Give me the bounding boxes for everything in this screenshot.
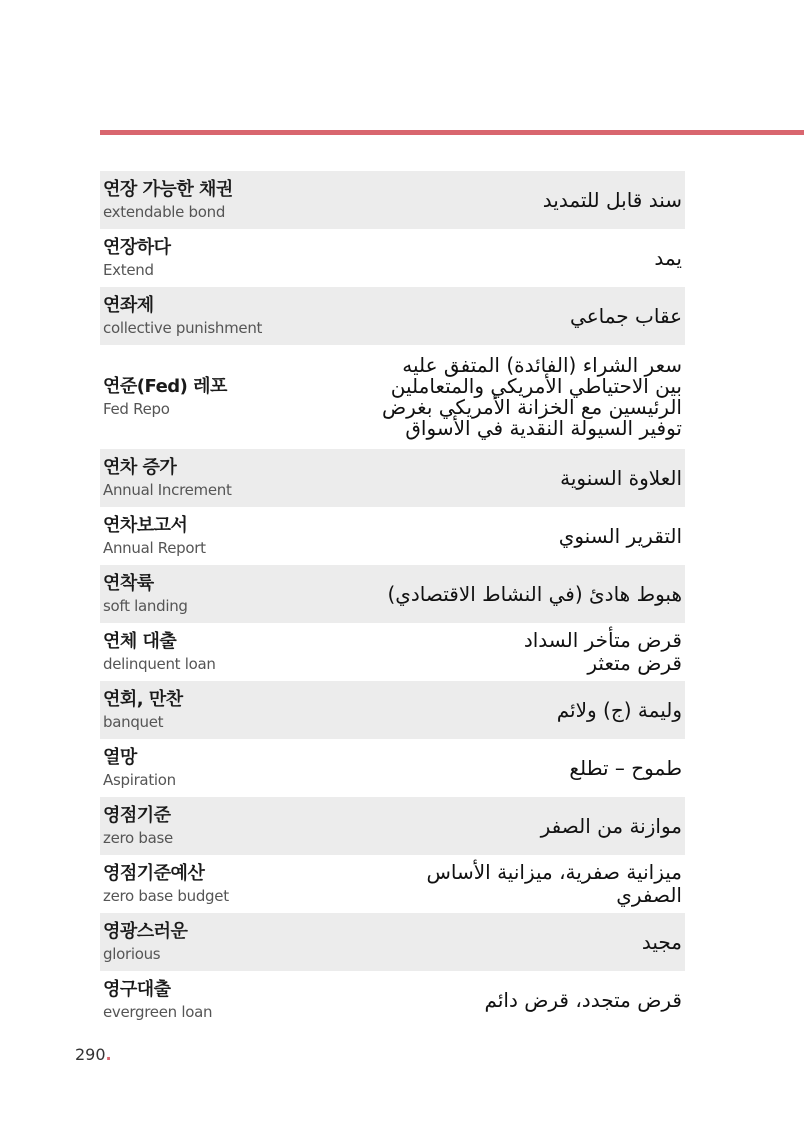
arabic-term: العلاوة السنوية — [560, 465, 682, 490]
term-cell — [103, 630, 216, 674]
glossary-row — [100, 913, 685, 971]
glossary-row — [100, 971, 685, 1029]
term-cell — [103, 862, 229, 906]
arabic-term: يمد — [654, 245, 682, 270]
arabic-term: طموح – تطلع — [569, 755, 682, 780]
glossary-row — [100, 507, 685, 565]
glossary-row — [100, 681, 685, 739]
english-term: banquet — [103, 713, 164, 731]
arabic-term: سند قابل للتمديد — [542, 187, 682, 212]
korean-term: 영점기준 — [103, 805, 171, 826]
korean-term: 영광스러운 — [103, 921, 188, 942]
glossary-row — [100, 287, 685, 345]
term-cell — [103, 514, 206, 558]
glossary-row — [100, 171, 685, 229]
glossary-row — [100, 739, 685, 797]
korean-term: 연착륙 — [103, 573, 154, 594]
term-cell — [103, 688, 183, 732]
arabic-term: عقاب جماعي — [570, 303, 682, 328]
glossary-row — [100, 565, 685, 623]
english-term: evergreen loan — [103, 1003, 213, 1021]
english-term: zero base budget — [103, 887, 229, 905]
english-term: delinquent loan — [103, 655, 216, 673]
arabic-term: قرض متأخر السداد قرض متعثر — [523, 628, 682, 675]
glossary-table — [100, 171, 685, 1029]
glossary-row — [100, 623, 685, 681]
korean-term: 연좌제 — [103, 295, 154, 316]
term-cell — [103, 236, 171, 280]
english-term: Extend — [103, 261, 154, 279]
english-term: glorious — [103, 945, 161, 963]
term-cell — [103, 375, 227, 419]
english-term: collective punishment — [103, 319, 263, 337]
arabic-term: مجيد — [641, 929, 682, 954]
arabic-term: قرض متجدد، قرض دائم — [484, 987, 682, 1012]
korean-term: 연장 가능한 채권 — [103, 179, 233, 200]
glossary-row — [100, 345, 685, 449]
glossary-row — [100, 449, 685, 507]
glossary-row — [100, 855, 685, 913]
korean-term: 연준(Fed) 레포 — [103, 376, 227, 397]
term-cell — [103, 178, 233, 222]
arabic-term: وليمة (ج) ولائم — [556, 697, 682, 722]
korean-term: 연장하다 — [103, 237, 171, 258]
term-cell — [103, 572, 188, 616]
arabic-term: سعر الشراء (الفائدة) المتفق عليه بين الاحتياطي الأمريكي والمتعاملين الرئيسين مع الخزانة الأمريكي بغرض توفير السيولة النقدية في الأسواق — [381, 353, 682, 440]
english-term: Annual Increment — [103, 481, 232, 499]
english-term: Fed Repo — [103, 400, 170, 418]
korean-term: 연회, 만찬 — [103, 689, 183, 710]
term-cell — [103, 920, 187, 964]
glossary-row — [100, 229, 685, 287]
term-cell — [103, 978, 212, 1022]
arabic-term: موازنة من الصفر — [540, 813, 682, 838]
term-cell — [103, 746, 176, 790]
korean-term: 영구대출 — [103, 979, 171, 1000]
english-term: soft landing — [103, 597, 188, 615]
english-term: Aspiration — [103, 771, 176, 789]
english-term: Annual Report — [103, 539, 206, 557]
arabic-term: هبوط هادئ (في النشاط الاقتصادي) — [387, 581, 682, 606]
term-cell — [103, 456, 232, 500]
korean-term: 연체 대출 — [103, 631, 177, 652]
korean-term: 연차보고서 — [103, 515, 188, 536]
korean-term: 영점기준예산 — [103, 863, 205, 884]
page-number — [75, 1045, 112, 1064]
arabic-term: ميزانية صفرية، ميزانية الأساس الصفري — [426, 860, 682, 907]
english-term: zero base — [103, 829, 173, 847]
arabic-term: التقرير السنوي — [558, 523, 682, 548]
korean-term: 열망 — [103, 747, 137, 768]
english-term: extendable bond — [103, 203, 226, 221]
page-number-value: 290 — [75, 1045, 106, 1064]
term-cell — [103, 294, 262, 338]
glossary-row — [100, 797, 685, 855]
term-cell — [103, 804, 173, 848]
korean-term: 연차 증가 — [103, 457, 177, 478]
header-rule — [100, 130, 804, 135]
page-number-dot: . — [105, 1045, 112, 1064]
